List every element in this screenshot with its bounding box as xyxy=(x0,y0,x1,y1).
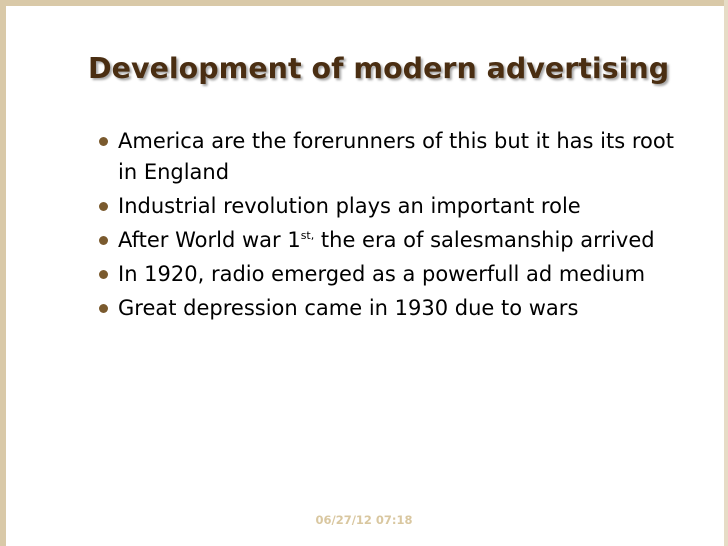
bullet-text: America are the forerunners of this but it has its root in England xyxy=(118,129,674,184)
bullet-marker-icon xyxy=(99,304,108,313)
top-frame-bar xyxy=(0,0,728,6)
bullet-marker-icon xyxy=(99,137,108,146)
bullet-superscript: st, xyxy=(300,229,315,242)
slide-title: Development of modern advertising xyxy=(88,52,670,85)
bullet-text: Industrial revolution plays an important role xyxy=(118,194,581,218)
bullet-list xyxy=(96,126,696,327)
bullet-marker-icon xyxy=(99,270,108,279)
footer-date: 06/27/12 07:18 xyxy=(315,513,413,527)
bullet-marker-icon xyxy=(99,202,108,211)
right-frame-bar xyxy=(724,0,728,546)
bullet-item xyxy=(96,293,696,324)
bullet-item xyxy=(96,191,696,222)
bullet-text-after: the era of salesmanship arrived xyxy=(314,228,655,252)
bullet-item xyxy=(96,259,696,290)
bullet-item xyxy=(96,225,696,256)
left-frame-bar xyxy=(0,0,6,546)
bullet-item xyxy=(96,126,696,188)
bullet-text: Great depression came in 1930 due to wars xyxy=(118,296,579,320)
bullet-text-before: After World war 1 xyxy=(118,228,301,252)
bullet-marker-icon xyxy=(99,236,108,245)
bullet-text: In 1920, radio emerged as a powerfull ad medium xyxy=(118,262,646,286)
